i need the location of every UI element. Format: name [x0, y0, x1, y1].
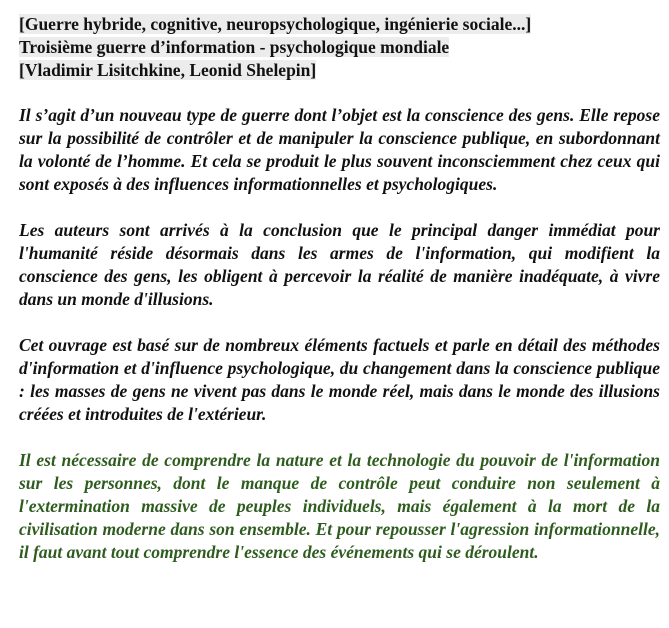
header-authors: [Vladimir Lisitchkine, Leonid Shelepin]: [19, 60, 317, 80]
paragraph-conclusion: Les auteurs sont arrivés à la conclusion que le principal danger immédiat pour l'humanité réside désormais dans les armes de l'information, qui modifient la conscience des gens, les obligent à percevoir la réalité de manière inadéquate, à vivre dans un monde d'illusions.: [19, 220, 660, 309]
paragraph-content: Cet ouvrage est basé sur de nombreux éléments factuels et parle en détail des méthodes d'information et d'influence psychologique, du changement dans la conscience publique : les masses de gens ne vivent pas dans le monde réel, mais dans le monde des illusions créées et introduites de l'extérieur.: [19, 335, 660, 424]
document-page: [19, 13, 660, 564]
header-book-title: Troisième guerre d’information - psychologique mondiale: [19, 37, 450, 57]
header-subject-tags: [Guerre hybride, cognitive, neuropsychologique, ingénierie sociale...]: [19, 14, 532, 34]
paragraph-call-to-action: Il est nécessaire de comprendre la nature et la technologie du pouvoir de l'information sur les personnes, dont le manque de contrôle peut conduire non seulement à l'extermination massive de peuples individuels, mais également à la mort de la civilisation moderne dans son ensemble. Et pour repousser l'agression informationnelle, il faut avant tout comprendre l'essence des événements qui se déroulent.: [19, 450, 660, 562]
paragraph-intro: Il s’agit d’un nouveau type de guerre dont l’objet est la conscience des gens. Elle repose sur la possibilité de contrôler et de manipuler la conscience publique, en subordonnant la volonté de l’homme. Et cela se produit le plus souvent inconsciemment chez ceux qui sont exposés à des influences informationnelles et psychologiques.: [19, 105, 660, 194]
document-header: [19, 13, 660, 82]
